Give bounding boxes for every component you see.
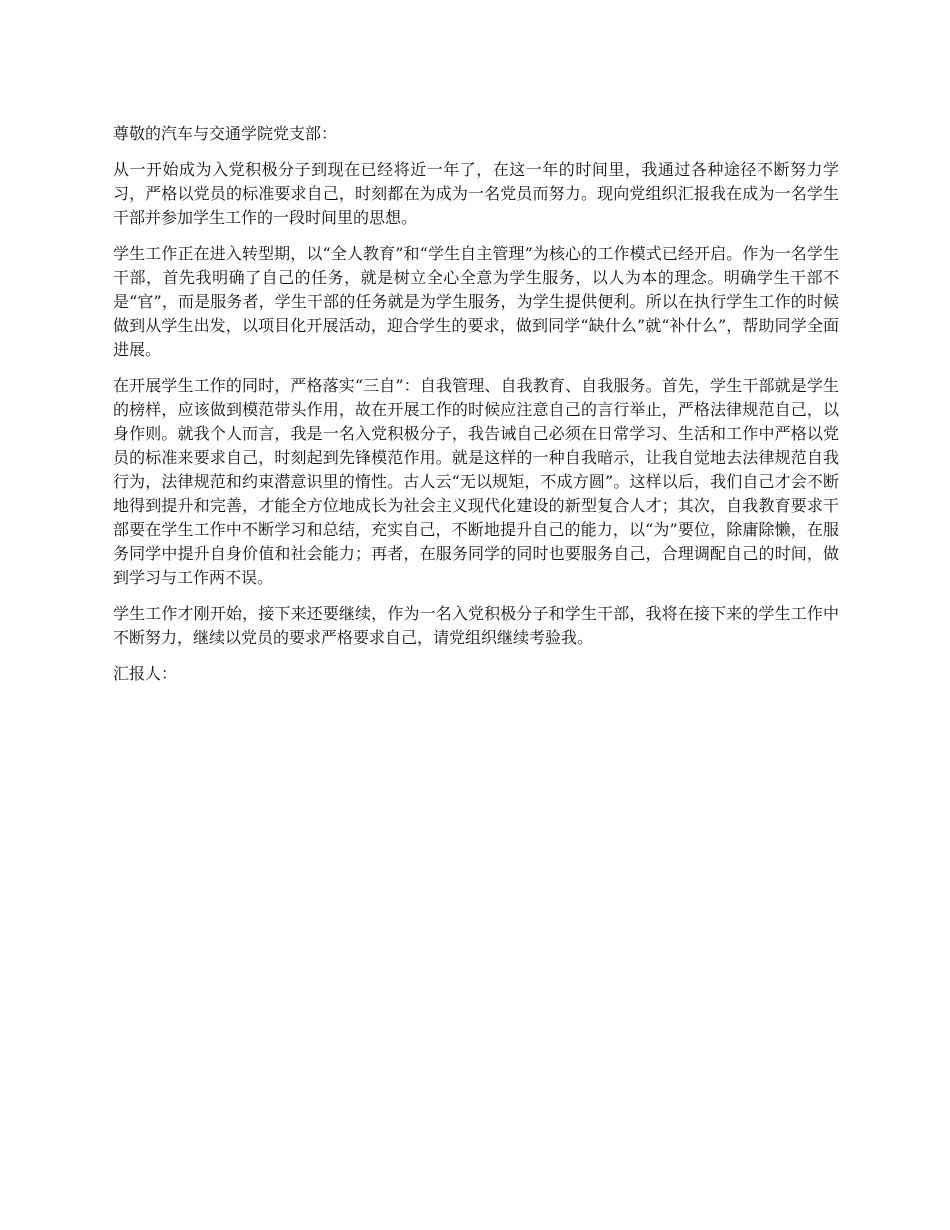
paragraph-intro: 从一开始成为入党积极分子到现在已经将近一年了，在这一年的时间里，我通过各种途径不断努力学习，严格以党员的标准要求自己，时刻都在为成为一名党员而努力。现向党组织汇报我在成为一名学生干部并参加学生工作的一段时间里的思想。 [113,160,839,227]
signature-label: 汇报人： [113,664,178,683]
paragraph-role: 学生工作正在进入转型期，以“全人教育”和“学生自主管理”为核心的工作模式已经开启。作为一名学生干部，首先我明确了自己的任务，就是树立全心全意为学生服务，以人为本的理念。明确学生干部不是“官”，而是服务者，学生干部的任务就是为学生服务，为学生提供便利。所以在执行学生工作的时候做到从学生出发，以项目化开展活动，迎合学生的要求，做到同学“缺什么”就“补什么”，帮助同学全面进展。 [113,244,839,359]
paragraph-self-discipline: 在开展学生工作的同时，严格落实“三自”：自我管理、自我教育、自我服务。首先，学生干部就是学生的榜样，应该做到模范带头作用，故在开展工作的时候应注意自己的言行举止，严格法律规范自己，以身作则。就我个人而言，我是一名入党积极分子，我告诫自己必须在日常学习、生活和工作中严格以党员的标准来要求自己，时刻起到先锋模范作用。就是这样的一种自我暗示，让我自觉地去法律规范自我行为，法律规范和约束潜意识里的惰性。古人云“无以规矩，不成方圆”。这样以后，我们自己才会不断地得到提升和完善，才能全方位地成长为社会主义现代化建设的新型复合人才；其次，自我教育要求干部要在学生工作中不断学习和总结，充实自己，不断地提升自己的能力，以“为”要位，除庸除懒，在服务同学中提升自身价值和社会能力；再者，在服务同学的同时也要服务自己，合理调配自己的时间，做到学习与工作两不误。 [113,376,839,587]
salutation: 尊敬的汽车与交通学院党支部： [113,124,338,143]
paragraph-conclusion: 学生工作才刚开始，接下来还要继续，作为一名入党积极分子和学生干部，我将在接下来的学生工作中不断努力，继续以党员的要求严格要求自己，请党组织继续考验我。 [113,604,839,647]
letter-body [113,122,839,698]
